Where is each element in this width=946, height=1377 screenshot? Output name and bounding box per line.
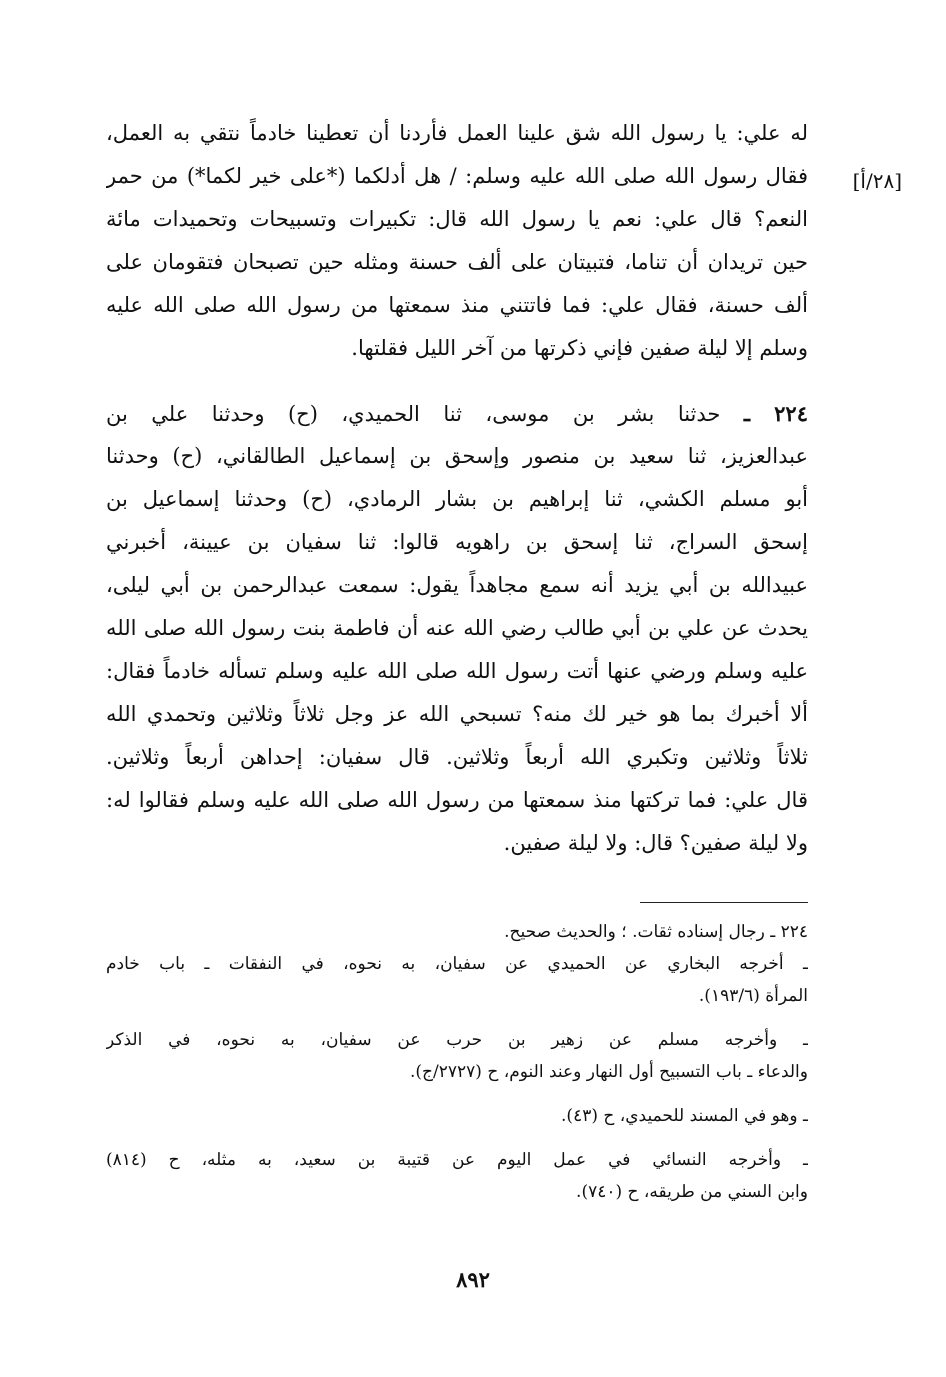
hadith-paragraph (106, 392, 808, 865)
text-line: عبيدالله بن أبي يزيد أنه سمع مجاهداً يقول: سمعت عبدالرحمن بن أبي ليلى، (106, 573, 808, 597)
text-line: عليه وسلم ورضي عنها أتت رسول الله صلى الله عليه وسلم تسأله خادماً فقال: (106, 659, 808, 683)
footnote-line: ٢٢٤ ـ رجال إسناده ثقات. ؛ والحديث صحيح. (504, 922, 808, 942)
manuscript-folio-reference: [٢٨/أ] (852, 169, 902, 193)
footnote-line: وابن السني من طريقه، ح (٧٤٠). (576, 1182, 808, 1202)
text-line: ولا ليلة صفين؟ قال: ولا ليلة صفين. (503, 831, 808, 855)
footnote-line: المرأة (١٩٣/٦). (698, 986, 808, 1006)
text-line: له علي: يا رسول الله شق علينا العمل فأردنا أن تعطينا خادماً نتقي به العمل، (106, 121, 808, 145)
hadith-first-line (106, 392, 808, 435)
text-line: يحدث عن علي بن أبي طالب رضي الله عنه أن فاطمة بنت رسول الله صلى الله (106, 616, 808, 640)
hadith-first-line-text: حدثنا بشر بن موسى، ثنا الحميدي، (ح) وحدثنا علي بن (106, 402, 721, 426)
text-line: ألا أخبرك بما هو خير لك منه؟ تسبحي الله عز وجل ثلاثاً وثلاثين وتحمدي الله (106, 702, 808, 726)
footnotes (106, 916, 808, 1208)
text-line: فقال رسول الله صلى الله عليه وسلم: / هل أدلكما (*على خير لكما*) من حمر (106, 164, 808, 188)
footnote-line: ـ أخرجه البخاري عن الحميدي عن سفيان، به نحوه، في النفقات ـ باب خادم (106, 954, 808, 974)
text-line: أبو مسلم الكشي، ثنا إبراهيم بن بشار الرمادي، (ح) وحدثنا إسماعيل بن (106, 487, 808, 511)
page-number: ٨٩٢ (456, 1267, 490, 1292)
text-line: عبدالعزيز، ثنا سعيد بن منصور وإسحق بن إسماعيل الطالقاني، (ح) وحدثنا (106, 444, 808, 468)
paragraph-continuation (106, 112, 808, 370)
text-line: إسحق السراج، ثنا إسحق بن راهويه قالوا: ثنا سفيان بن عيينة، أخبرني (106, 530, 808, 554)
footnote-line: ـ وأخرجه مسلم عن زهير بن حرب عن سفيان، به نحوه، في الذكر (106, 1030, 808, 1050)
footnote-line: ـ وأخرجه النسائي في عمل اليوم عن قتيبة بن سعيد، به مثله، ح (٨١٤) (106, 1150, 808, 1170)
text-line: ثلاثاً وثلاثين وتكبري الله أربعاً وثلاثين. قال سفيان: إحداهن أربعاً وثلاثين. (106, 745, 808, 769)
hadith-number: ٢٢٤ ـ (743, 401, 808, 426)
text-line: ألف حسنة، فقال علي: فما فاتتني منذ سمعتها من رسول الله صلى الله عليه (106, 293, 808, 317)
footnote-separator (640, 902, 808, 903)
text-line: قال علي: فما تركتها منذ سمعتها من رسول الله صلى الله عليه وسلم فقالوا له: (106, 788, 808, 812)
footnote-line: والدعاء ـ باب التسبيح أول النهار وعند النوم، ح (٢٧٢٧/ج). (410, 1062, 808, 1082)
text-line: النعم؟ قال علي: نعم يا رسول الله قال: تكبيرات وتسبيحات وتحميدات مائة (106, 207, 808, 231)
text-line: وسلم إلا ليلة صفين فإني ذكرتها من آخر الليل فقلتها. (351, 336, 808, 360)
footnote-line: ـ وهو في المسند للحميدي، ح (٤٣). (561, 1106, 808, 1126)
text-line: حين تريدان أن تناما، فتبيتان على ألف حسنة ومثله حين تصبحان فتقومان على (106, 250, 808, 274)
